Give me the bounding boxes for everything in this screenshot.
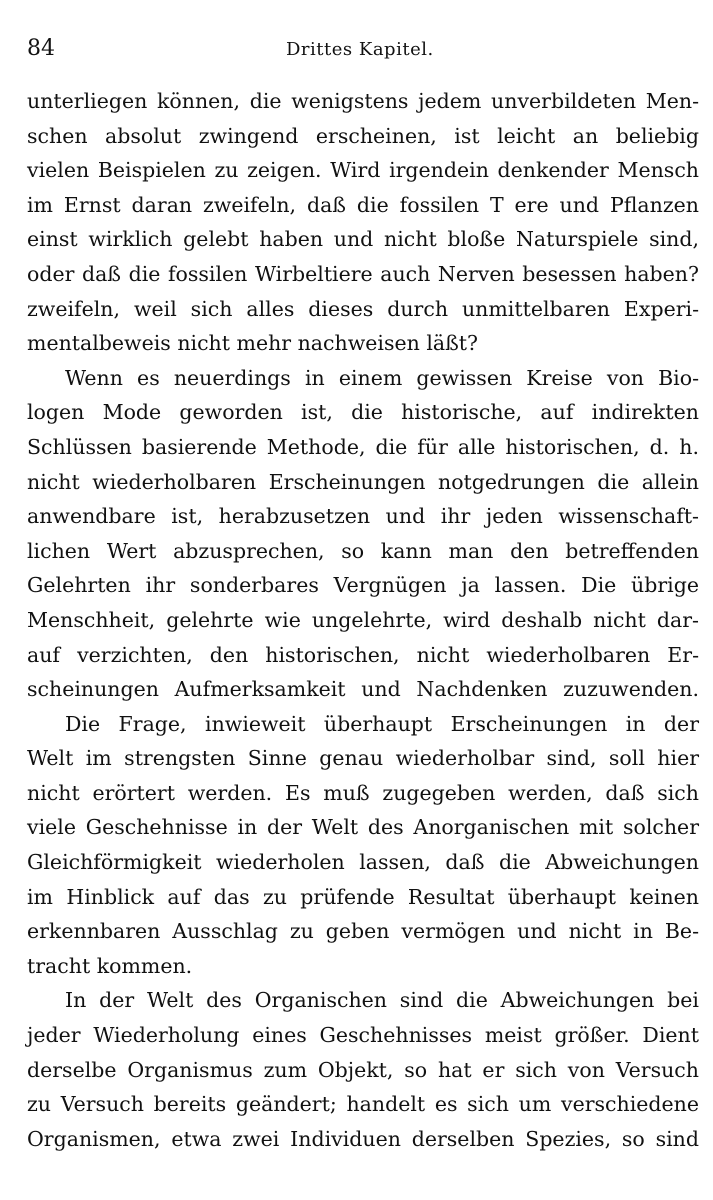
paragraph-first-line: In der Welt des Organischen sind die Abweichungen bei: [65, 988, 699, 1013]
page-number: 84: [27, 36, 55, 61]
text-line: scheinungen Aufmerksamkeit und Nachdenken zuzuwenden.: [27, 677, 699, 702]
text-line: auf verzichten, den historischen, nicht wiederholbaren Er-: [27, 642, 699, 667]
text-line: erkennbaren Ausschlag zu geben vermögen und nicht in Be-: [27, 919, 699, 944]
text-line: zweifeln, weil sich alles dieses durch unmittelbaren Experi-: [27, 296, 699, 321]
text-line: unterliegen können, die wenigstens jedem unverbildeten Men-: [27, 89, 699, 113]
paragraph-first-line: Wenn es neuerdings in einem gewissen Kreise von Bio-: [65, 365, 699, 390]
text-line: Schlüssen basierende Methode, die für alle historischen, d. h.: [27, 434, 699, 459]
body-text: [27, 84, 699, 1156]
text-line: Organismen, etwa zwei Individuen derselben Spezies, so sind: [27, 1126, 699, 1151]
text-line: viele Geschehnisse in der Welt des Anorganischen mit solcher: [27, 815, 699, 840]
text-line: nicht wiederholbaren Erscheinungen notgedrungen die allein: [27, 469, 699, 494]
text-line: schen absolut zwingend erscheinen, ist leicht an beliebig: [27, 123, 699, 148]
text-line: im Ernst daran zweifeln, daß die fossilen T ere und Pflanzen: [27, 192, 699, 217]
text-line: einst wirklich gelebt haben und nicht bloße Naturspiele sind,: [27, 227, 699, 252]
text-line: derselbe Organismus zum Objekt, so hat er sich von Versuch: [27, 1057, 699, 1082]
text-line: Menschheit, gelehrte wie ungelehrte, wird deshalb nicht dar-: [27, 607, 699, 632]
text-line: vielen Beispielen zu zeigen. Wird irgendein denkender Mensch: [27, 158, 699, 183]
text-line: nicht erörtert werden. Es muß zugegeben werden, daß sich: [27, 780, 699, 805]
text-line: anwendbare ist, herabzusetzen und ihr jeden wissenschaft-: [27, 504, 699, 529]
text-line: oder daß die fossilen Wirbeltiere auch Nerven besessen haben?: [27, 261, 699, 286]
running-head-chapter-title: Drittes Kapitel.: [286, 39, 434, 60]
text-line: Gleichförmigkeit wiederholen lassen, daß die Abweichungen: [27, 850, 699, 875]
paragraph-first-line: Die Frage, inwieweit überhaupt Erscheinungen in der: [65, 711, 699, 736]
text-line: mentalbeweis nicht mehr nachweisen läßt?: [27, 331, 479, 356]
text-line: tracht kommen.: [27, 953, 193, 978]
text-line: lichen Wert abzusprechen, so kann man den betreffenden: [27, 538, 699, 563]
text-line: logen Mode geworden ist, die historische, auf indirekten: [27, 400, 699, 425]
text-line: jeder Wiederholung eines Geschehnisses meist größer. Dient: [27, 1023, 699, 1048]
text-line: Gelehrten ihr sonderbares Vergnügen ja lassen. Die übrige: [27, 573, 699, 598]
text-line: Welt im strengsten Sinne genau wiederholbar sind, soll hier: [27, 746, 699, 771]
text-line: zu Versuch bereits geändert; handelt es sich um verschiedene: [27, 1092, 699, 1117]
text-line: im Hinblick auf das zu prüfende Resultat überhaupt keinen: [27, 884, 699, 909]
